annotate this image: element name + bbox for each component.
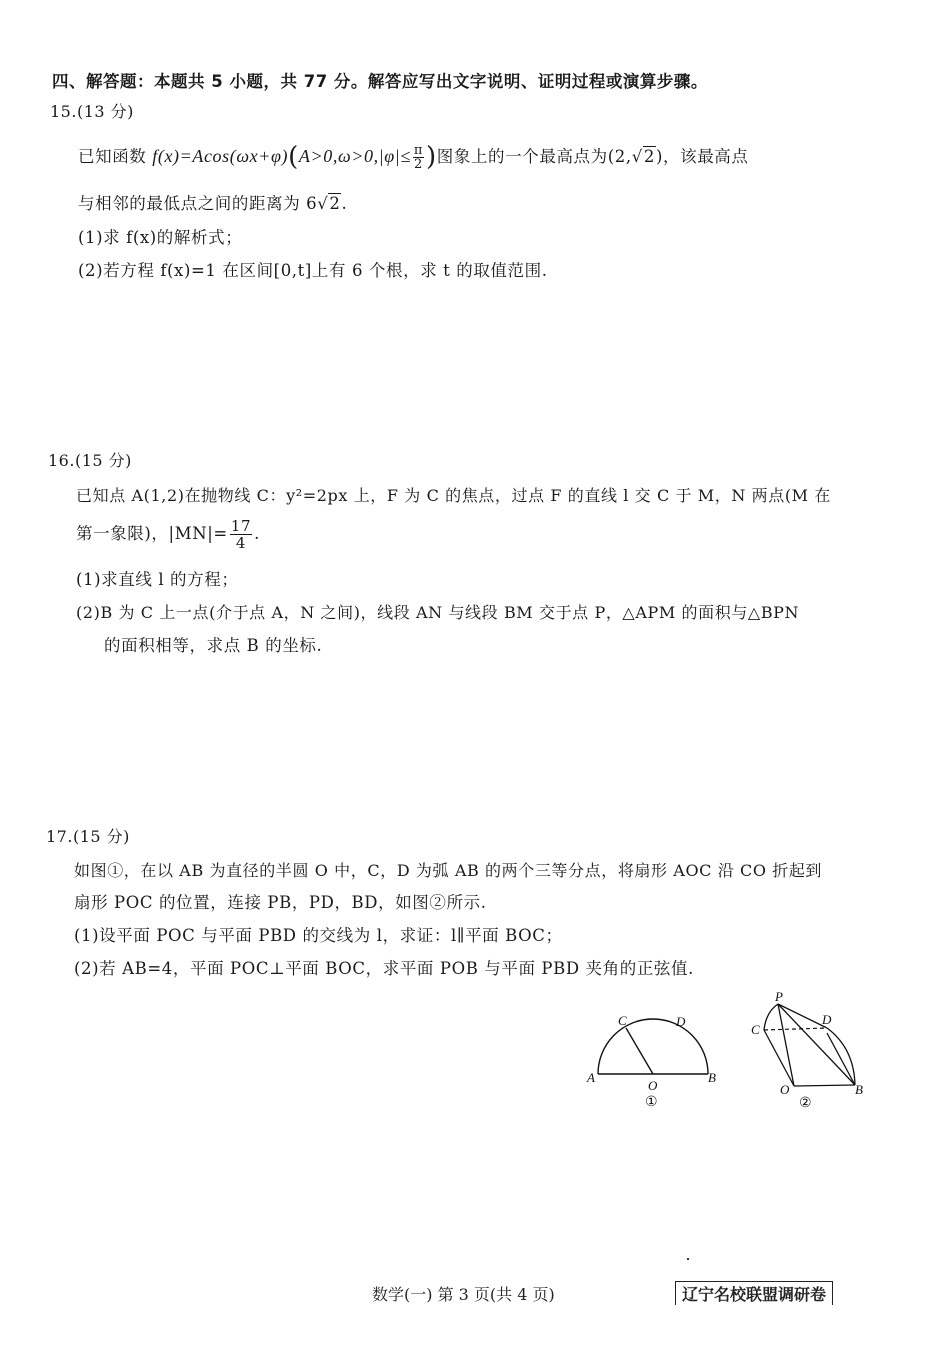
paren-open: (: [288, 142, 299, 172]
question-header: [46, 824, 130, 847]
paren-close: ): [426, 142, 437, 172]
frac-num: 17: [230, 517, 252, 535]
question-part: (2)若方程 f(x)=1 在区间[0,t]上有 6 个根，求 t 的取值范围.: [78, 261, 548, 280]
question-points: (13 分): [76, 102, 134, 121]
question-stem-line: [78, 190, 347, 214]
question-stem-line: 已知点 A(1,2)在抛物线 C：y²=2px 上，F 为 C 的焦点，过点 F 的直线 l 交 C 于 M，N 两点(M 在: [76, 486, 831, 505]
question-part: (1)设平面 POC 与平面 PBD 的交线为 l，求证：l∥平面 BOC；: [74, 926, 563, 945]
question-header: [50, 99, 134, 122]
stem-text: )，该最高点: [655, 147, 749, 166]
footer-badge: 辽宁名校联盟调研卷: [675, 1281, 833, 1305]
section-title: 四、解答题：本题共 5 小题，共 77 分。解答应写出文字说明、证明过程或演算步骤。: [52, 72, 708, 91]
frac-num: π: [413, 143, 423, 158]
label-C: C: [751, 1022, 760, 1037]
frac-den: 4: [235, 534, 247, 552]
figure-semicircle: [582, 1008, 722, 1113]
question-stem-line: [78, 142, 749, 172]
fraction-pi-over-2: [413, 144, 424, 171]
radicand: 2: [329, 194, 341, 213]
label-O: O: [780, 1082, 790, 1097]
footer-page-info: 数学(一) 第 3 页(共 4 页): [372, 1285, 555, 1304]
stem-text: 图象上的一个最高点为(2,: [436, 147, 632, 166]
label-B: B: [708, 1070, 716, 1085]
question-part: (2)若 AB=4，平面 POC⊥平面 BOC，求平面 POB 与平面 PBD 夹角的正弦值.: [74, 959, 694, 978]
sqrt-symbol: √2: [317, 194, 341, 213]
question-stem-line: [76, 518, 260, 551]
stem-text: 与相邻的最低点之间的距离为 6: [78, 194, 318, 213]
label-D: D: [676, 1014, 686, 1029]
label-B: B: [855, 1082, 863, 1097]
question-points: (15 分): [72, 827, 130, 846]
label-D: D: [822, 1012, 832, 1027]
question-number: 17.: [46, 827, 73, 846]
sqrt-symbol: √2: [631, 147, 655, 166]
question-part: (2)B 为 C 上一点(介于点 A，N 之间)，线段 AN 与线段 BM 交于点 P，△APM 的面积与△BPN: [76, 603, 800, 622]
label-O: O: [648, 1078, 658, 1093]
stem-text: .: [254, 524, 260, 543]
figure-folded-sector: [742, 988, 872, 1116]
question-points: (15 分): [74, 451, 132, 470]
fraction-17-over-4: [230, 518, 252, 551]
question-stem-line: 扇形 POC 的位置，连接 PB，PD，BD，如图②所示.: [74, 893, 487, 912]
figure-caption: ①: [645, 1095, 658, 1110]
question-number: 15.: [50, 102, 77, 121]
figure-caption: ②: [799, 1096, 812, 1111]
frac-den: 2: [413, 157, 423, 172]
function-formula: f(x)=Acos(ωx+φ): [152, 146, 289, 166]
label-A: A: [587, 1070, 595, 1085]
question-part-continuation: 的面积相等，求点 B 的坐标.: [104, 636, 323, 655]
question-header: [48, 448, 132, 471]
conditions: A>0,ω>0,|φ|≤: [298, 146, 411, 166]
stem-text: 已知函数: [78, 147, 153, 166]
scan-dot: [687, 1258, 689, 1260]
label-P: P: [775, 989, 783, 1004]
stem-text: 第一象限)，|MN|=: [76, 524, 228, 543]
radicand: 2: [643, 147, 655, 166]
stem-text: .: [341, 194, 348, 213]
label-C: C: [618, 1013, 627, 1028]
question-stem-line: 如图①，在以 AB 为直径的半圆 O 中，C，D 为弧 AB 的两个三等分点，将扇形 AOC 沿 CO 折起到: [74, 861, 823, 880]
question-part: (1)求直线 l 的方程；: [76, 570, 239, 589]
question-part: (1)求 f(x)的解析式；: [78, 228, 243, 247]
question-number: 16.: [48, 451, 75, 470]
